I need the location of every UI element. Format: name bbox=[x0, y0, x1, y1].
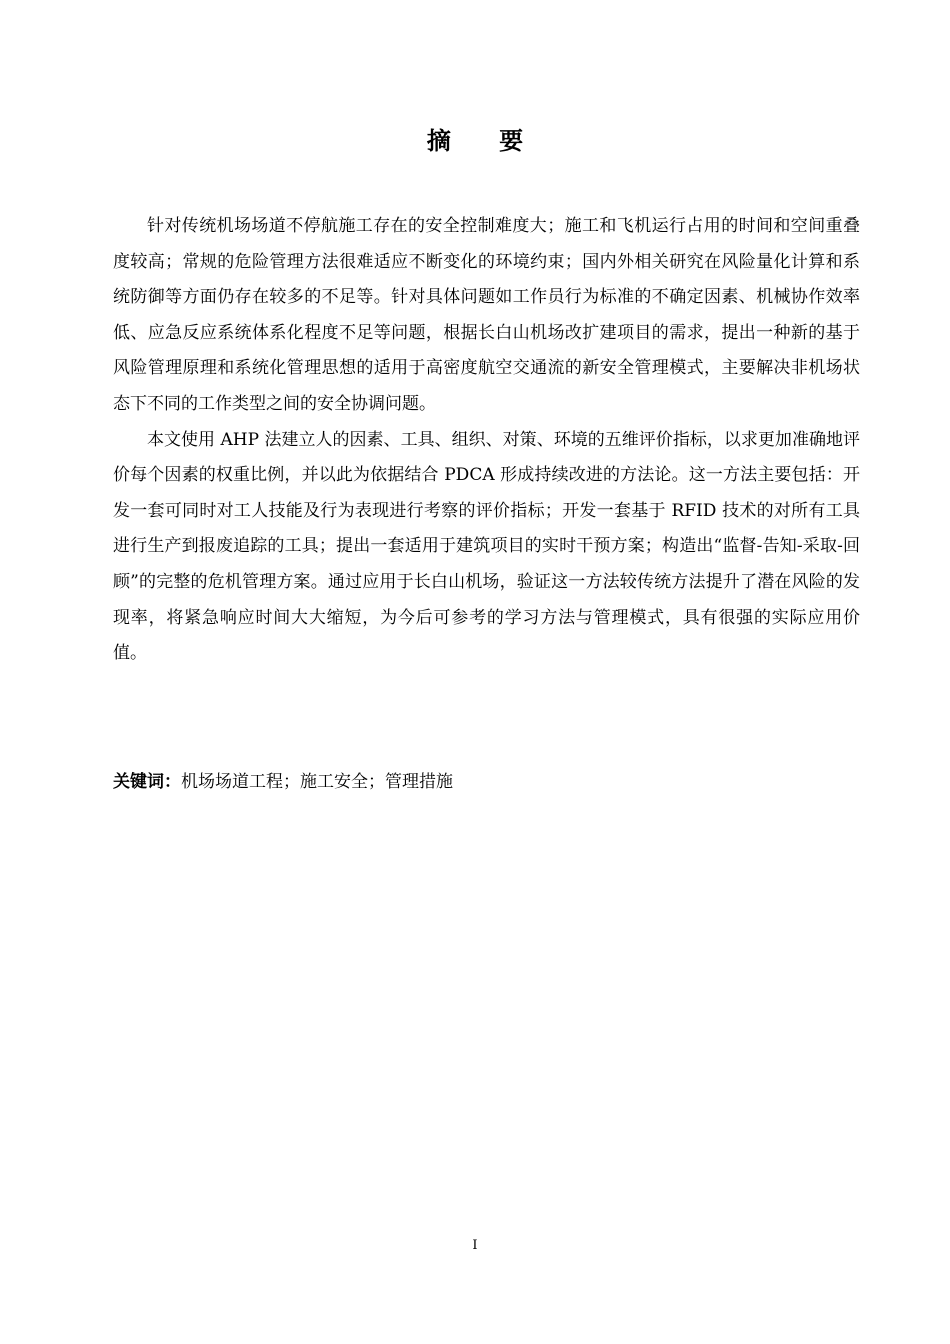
page-number: I bbox=[472, 1238, 478, 1253]
abstract-paragraph-2: 本文使用 AHP 法建立人的因素、工具、组织、对策、环境的五维评价指标，以求更加准确地评价每个因素的权重比例，并以此为依据结合 PDCA 形成持续改进的方法论。这一方法主要包括：开发一套可同时对工人技能及行为表现进行考察的评价指标；开发一套基于 RFID 技术的对所有工具进行生产到报废追踪的工具；提出一套适用于建筑项目的实时干预方案；构造出“监督-告知-采取-回顾”的完整的危机管理方案。通过应用于长白山机场，验证这一方法较传统方法提升了潜在风险的发现率，将紧急响应时间大大缩短，为今后可参考的学习方法与管理模式，具有很强的实际应用价值。 bbox=[113, 429, 860, 664]
abstract-paragraph-1: 针对传统机场场道不停航施工存在的安全控制难度大；施工和飞机运行占用的时间和空间重叠度较高；常规的危险管理方法很难适应不断变化的环境约束；国内外相关研究在风险量化计算和系统防御等方面仍存在较多的不足等。针对具体问题如工作员行为标准的不确定因素、机械协作效率低、应急反应系统体系化程度不足等问题，根据长白山机场改扩建项目的需求，提出一种新的基于风险管理原理和系统化管理思想的适用于高密度航空交通流的新安全管理模式，主要解决非机场状态下不同的工作类型之间的安全协调问题。 bbox=[113, 216, 860, 414]
keywords-label: 关键词： bbox=[113, 772, 181, 792]
page-title: 摘 要 bbox=[426, 126, 544, 155]
keywords-line bbox=[113, 765, 860, 800]
abstract-body bbox=[113, 209, 860, 672]
keywords-text: 机场场道工程；施工安全；管理措施 bbox=[181, 772, 453, 792]
